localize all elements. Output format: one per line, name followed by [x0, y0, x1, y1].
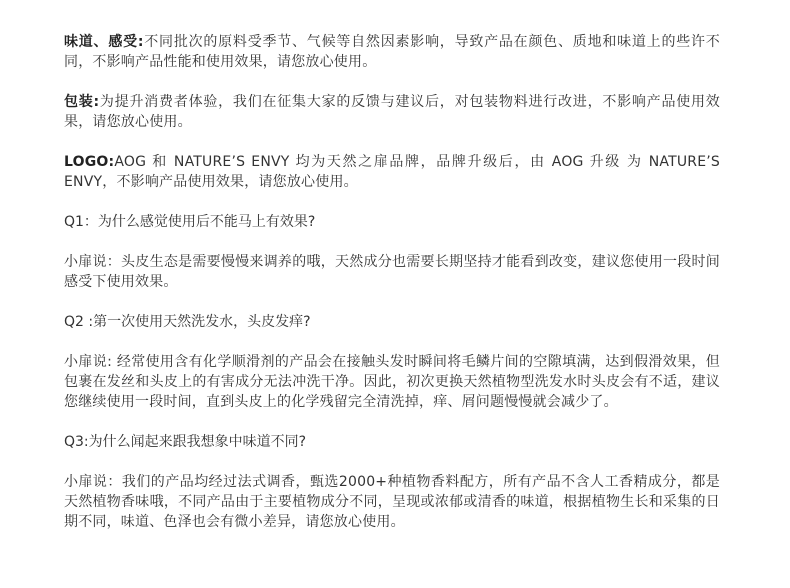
faq-question-3: Q3:为什么闻起来跟我想象中味道不同? [64, 434, 307, 450]
taste-notice [64, 32, 720, 72]
taste-notice-text: 不同批次的原料受季节、气候等自然因素影响，导致产品在颜色、质地和味道上的些许不同，不影响产品性能和使用效果，请您放心使用。 [64, 34, 720, 70]
logo-notice-text: AOG 和 NATURE’S ENVY 均为天然之扉品牌，品牌升级后，由 AOG 升级 为 NATURE’S ENVY，不影响产品使用效果，请您放心使用。 [64, 154, 720, 190]
notice-document [64, 32, 720, 552]
logo-notice [64, 152, 720, 192]
taste-notice-label: 味道、感受: [64, 34, 144, 50]
faq-question-2: Q2 :第一次使用天然洗发水，头皮发痒? [64, 314, 311, 330]
packaging-notice-text: 为提升消费者体验，我们在征集大家的反馈与建议后，对包装物料进行改进，不影响产品使用效果，请您放心使用。 [64, 94, 720, 130]
faq-answer-1: 小扉说：头皮生态是需要慢慢来调养的哦，天然成分也需要长期坚持才能看到改变，建议您使用一段时间感受下使用效果。 [64, 254, 720, 290]
faq-answer-2: 小扉说: 经常使用含有化学顺滑剂的产品会在接触头发时瞬间将毛鳞片间的空隙填满，达到假滑效果，但包裹在发丝和头皮上的有害成分无法冲洗干净。因此，初次更换天然植物型洗发水时头皮会有不适，建议您继续使用一段时间，直到头皮上的化学残留完全清洗掉，痒、屑问题慢慢就会减少了。 [64, 354, 720, 410]
packaging-notice-label: 包装: [64, 94, 100, 110]
faq-question-1: Q1：为什么感觉使用后不能马上有效果? [64, 214, 316, 230]
faq-answer-3: 小扉说：我们的产品均经过法式调香，甄选2000+种植物香料配方，所有产品不含人工香精成分，都是天然植物香味哦，不同产品由于主要植物成分不同，呈现或浓郁或清香的味道，根据植物生长和采集的日期不同，味道、色泽也会有微小差异，请您放心使用。 [64, 474, 720, 530]
packaging-notice [64, 92, 720, 132]
logo-notice-label: LOGO: [64, 154, 115, 170]
